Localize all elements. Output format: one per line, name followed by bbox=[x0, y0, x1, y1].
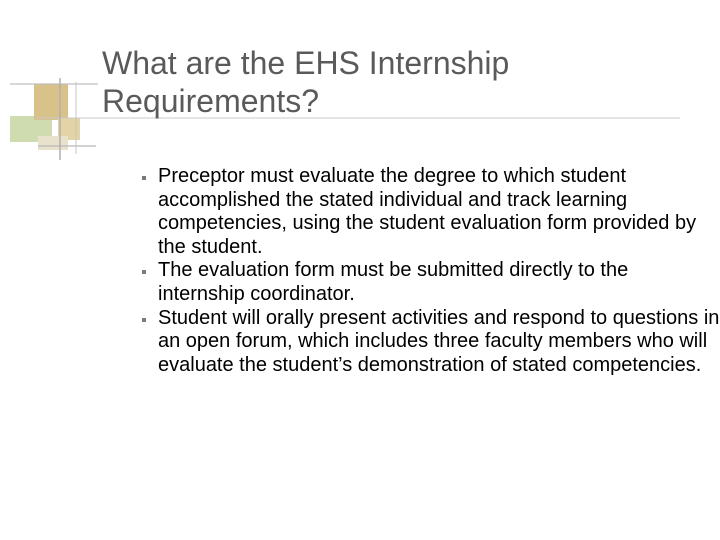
bullet-text: The evaluation form must be submitted directly to the internship coordinator. bbox=[158, 259, 629, 305]
decor-light-square bbox=[38, 136, 68, 150]
decor-tan-small-square bbox=[58, 118, 80, 140]
bullet-item bbox=[130, 165, 720, 259]
bullet-list bbox=[130, 165, 720, 377]
square-bullet-icon bbox=[142, 318, 146, 322]
slide-title: What are the EHS Internship Requirements? bbox=[102, 45, 510, 119]
bullet-item bbox=[130, 259, 720, 306]
bullet-text: Preceptor must evaluate the degree to which student accomplished the stated individual and track learning competencies, using the student evaluation form provided by the student. bbox=[158, 165, 697, 258]
decor-tan-square bbox=[34, 84, 68, 120]
bullet-item bbox=[130, 307, 720, 378]
bullet-text: Student will orally present activities and respond to questions in an open forum, which includes three faculty members who will evaluate the student’s demonstration of stated competencies. bbox=[158, 306, 720, 376]
square-bullet-icon bbox=[142, 270, 146, 274]
decor-green-square bbox=[10, 116, 52, 142]
square-bullet-icon bbox=[142, 176, 146, 180]
